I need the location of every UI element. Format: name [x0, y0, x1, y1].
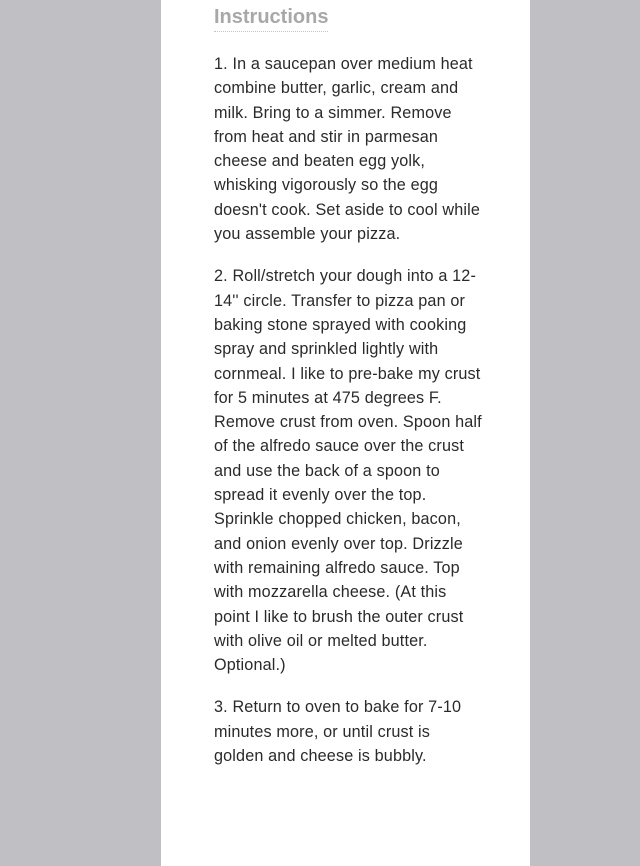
recipe-page — [161, 0, 530, 866]
instruction-step-3: 3. Return to oven to bake for 7-10 minutes more, or until crust is golden and cheese is bubbly. — [214, 698, 462, 766]
instruction-step-2: 2. Roll/stretch your dough into a 12-14'' circle. Transfer to pizza pan or baking stone sprayed with cooking spray and sprinkled lightly with cornmeal. I like to pre-bake my crust for 5 minutes at 475 degrees F. Remove crust from oven. Spoon half of the alfredo sauce over the crust and use the back of a spoon to spread it evenly over the top. Sprinkle chopped chicken, bacon, and onion evenly over top. Drizzle with remaining alfredo sauce. Top with mozzarella cheese. (At this point I like to brush the outer crust with olive oil or melted butter. Optional.) — [214, 267, 482, 675]
instruction-step-1: 1. In a saucepan over medium heat combine butter, garlic, cream and milk. Bring to a simmer. Remove from heat and stir in parmesan cheese and beaten egg yolk, whisking vigorously so the egg doesn't cook. Set aside to cool while you assemble your pizza. — [214, 55, 480, 244]
instructions-heading: Instructions — [214, 4, 328, 32]
instructions-section — [214, 4, 482, 768]
